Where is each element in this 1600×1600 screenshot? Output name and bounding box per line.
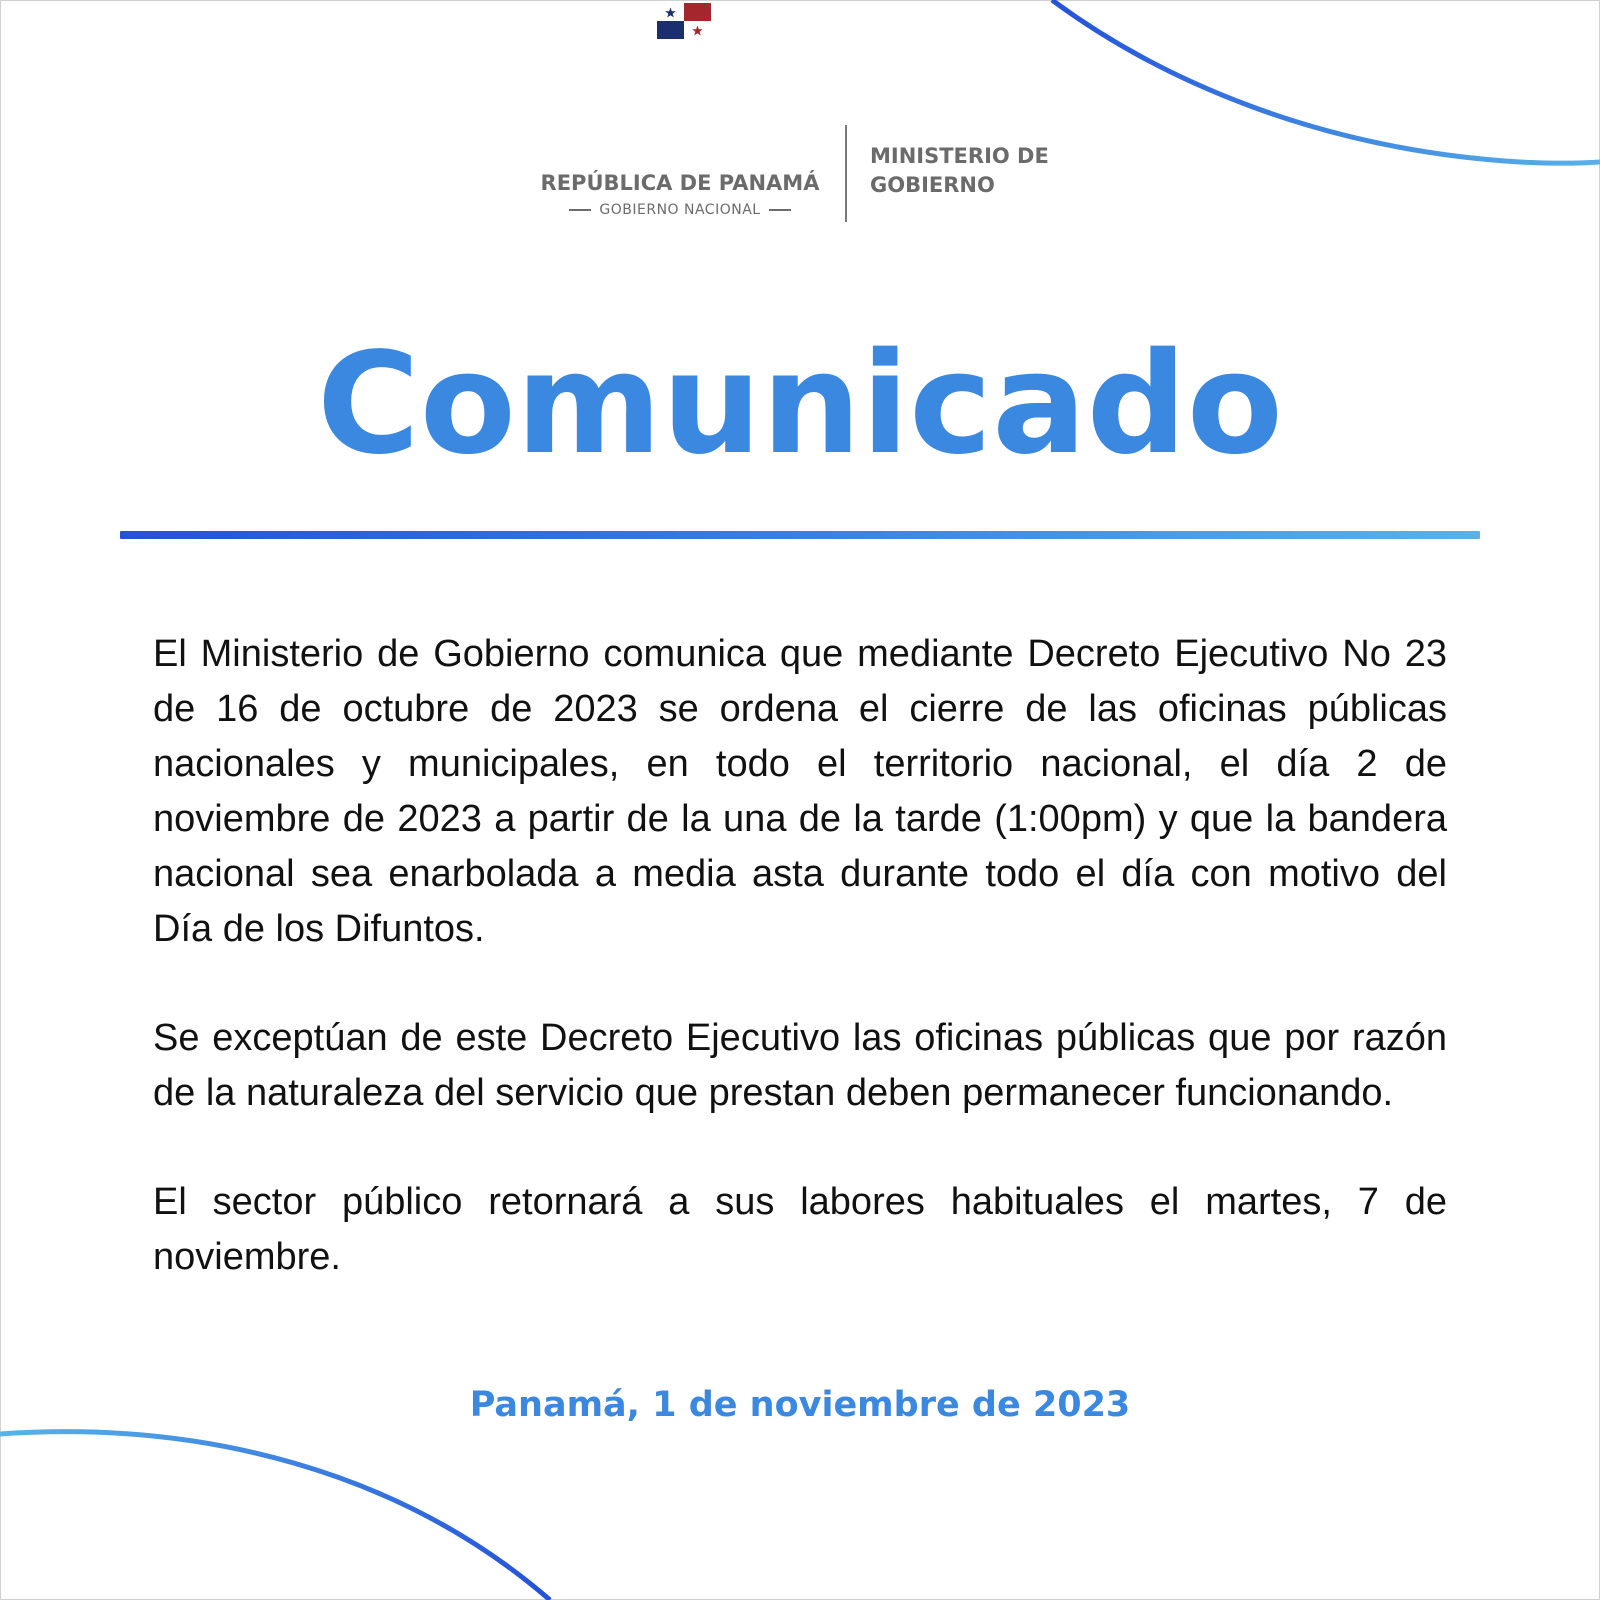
gobierno-nacional-row <box>560 200 800 220</box>
ministerio-de-gobierno-label <box>870 142 1090 200</box>
ministerio-line-1: MINISTERIO DE <box>870 144 1049 168</box>
right-dash <box>769 209 791 211</box>
paragraph-return: El sector público retornará a sus labores habituales el martes, 7 de noviembre. <box>153 1181 1447 1278</box>
date-line: Panamá, 1 de noviembre de 2023 <box>469 1385 1131 1425</box>
logo-divider <box>845 125 847 222</box>
ministerio-line-2: GOBIERNO <box>870 173 995 197</box>
paragraph-decree: El Ministerio de Gobierno comunica que mediante Decreto Ejecutivo No 23 de 16 de octubre de 2023 se ordena el cierre de las oficinas públicas nacionales y municipales, en todo el territorio nacional, el día 2 de noviembre de 2023 a partir de la una de la tarde (1:00pm) y que la bandera nacional sea enarbolada a media asta durante todo el día con motivo del Día de los Difuntos. <box>153 633 1447 950</box>
gobierno-nacional-label: GOBIERNO NACIONAL <box>599 202 761 218</box>
panama-flag-icon <box>657 3 711 39</box>
left-dash <box>569 209 591 211</box>
page-title: Comunicado <box>317 323 1283 486</box>
paragraph-exceptions: Se exceptúan de este Decreto Ejecutivo las oficinas públicas que por razón de la naturaleza del servicio que prestan deben permanecer funcionando. <box>153 1017 1447 1114</box>
title-underline <box>120 531 1480 539</box>
republica-de-panama-label: REPÚBLICA DE PANAMÁ <box>540 171 820 195</box>
announcement-body <box>153 627 1447 1339</box>
